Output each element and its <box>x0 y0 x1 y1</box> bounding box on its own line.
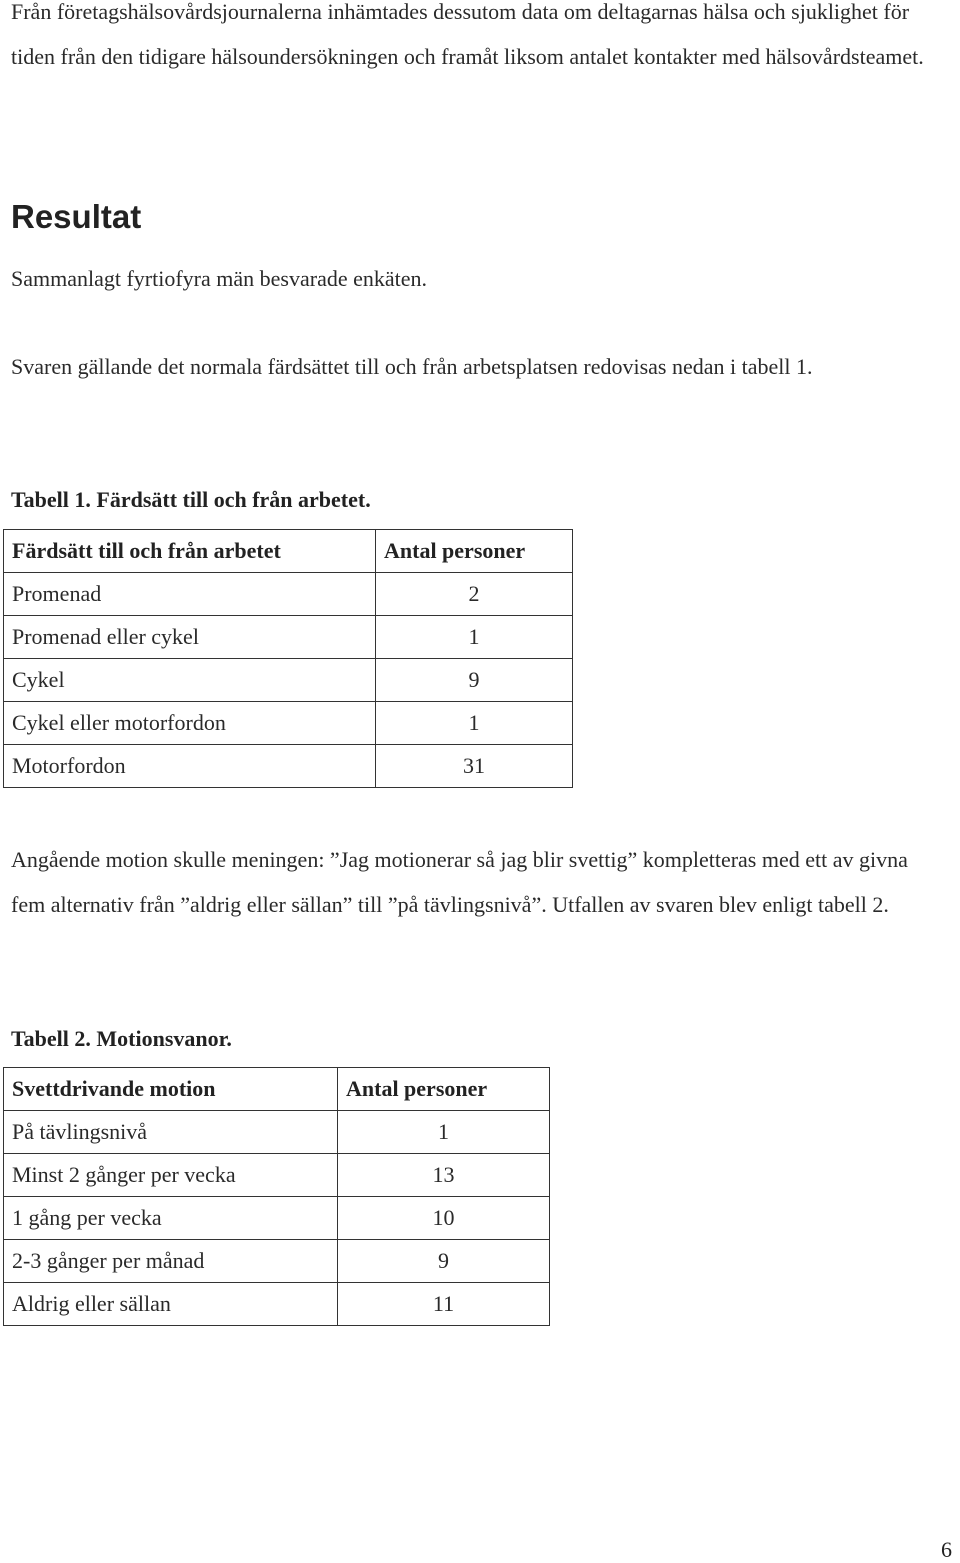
section-heading: Resultat <box>11 198 142 235</box>
table-row <box>4 616 573 659</box>
answers-paragraph: Svaren gällande det normala färdsättet till och från arbetsplatsen redovisas nedan i tabell 1. <box>11 354 813 379</box>
table-cell-label: Cykel <box>4 659 376 702</box>
table-cell-value: 9 <box>376 659 573 702</box>
table-row <box>4 702 573 745</box>
table-cell-label: På tävlingsnivå <box>4 1111 338 1154</box>
table-cell-value: 1 <box>376 616 573 659</box>
summary-paragraph: Sammanlagt fyrtiofyra män besvarade enkäten. <box>11 266 428 291</box>
table-header-cell: Färdsätt till och från arbetet <box>4 530 376 573</box>
table-cell-value: 2 <box>376 573 573 616</box>
table-cell-value: 10 <box>338 1197 550 1240</box>
table-cell-value: 9 <box>338 1240 550 1283</box>
table-cell-label: Promenad <box>4 573 376 616</box>
table-cell-value: 31 <box>376 745 573 788</box>
table-cell-label: Aldrig eller sällan <box>4 1283 338 1326</box>
table-row <box>4 1240 550 1283</box>
table-cell-label: Minst 2 gånger per vecka <box>4 1154 338 1197</box>
table-row <box>4 1197 550 1240</box>
table-cell-value: 13 <box>338 1154 550 1197</box>
motion-paragraph: Angående motion skulle meningen: ”Jag motionerar så jag blir svettig” kompletteras med ett av givna fem alternativ från ”aldrig eller sällan” till ”på tävlingsnivå”. Utfallen av svaren blev enligt tabell 2. <box>11 847 908 917</box>
table-header-cell: Svettdrivande motion <box>4 1068 338 1111</box>
intro-paragraph: Från företagshälsovårdsjournalerna inhämtades dessutom data om deltagarnas hälsa och sjuklighet för tiden från den tidigare hälsoundersökningen och framåt liksom antalet kontakter med hälsovårdsteamet. <box>11 0 924 69</box>
table-header-cell: Antal personer <box>338 1068 550 1111</box>
table-row <box>4 659 573 702</box>
page-number: 6 <box>941 1537 952 1562</box>
table-row <box>4 1111 550 1154</box>
table-cell-label: 1 gång per vecka <box>4 1197 338 1240</box>
table-row <box>4 1283 550 1326</box>
table-header-row <box>4 1068 550 1111</box>
commute-table <box>3 529 573 788</box>
table-cell-label: 2-3 gånger per månad <box>4 1240 338 1283</box>
table-cell-label: Motorfordon <box>4 745 376 788</box>
table-row <box>4 745 573 788</box>
exercise-table <box>3 1067 550 1326</box>
table-cell-label: Cykel eller motorfordon <box>4 702 376 745</box>
table-row <box>4 1154 550 1197</box>
table-row <box>4 573 573 616</box>
table1-caption: Tabell 1. Färdsätt till och från arbetet. <box>11 487 371 512</box>
table2-caption: Tabell 2. Motionsvanor. <box>11 1026 232 1051</box>
table-cell-value: 11 <box>338 1283 550 1326</box>
table-header-cell: Antal personer <box>376 530 573 573</box>
table-cell-label: Promenad eller cykel <box>4 616 376 659</box>
table-cell-value: 1 <box>376 702 573 745</box>
table-header-row <box>4 530 573 573</box>
table-cell-value: 1 <box>338 1111 550 1154</box>
